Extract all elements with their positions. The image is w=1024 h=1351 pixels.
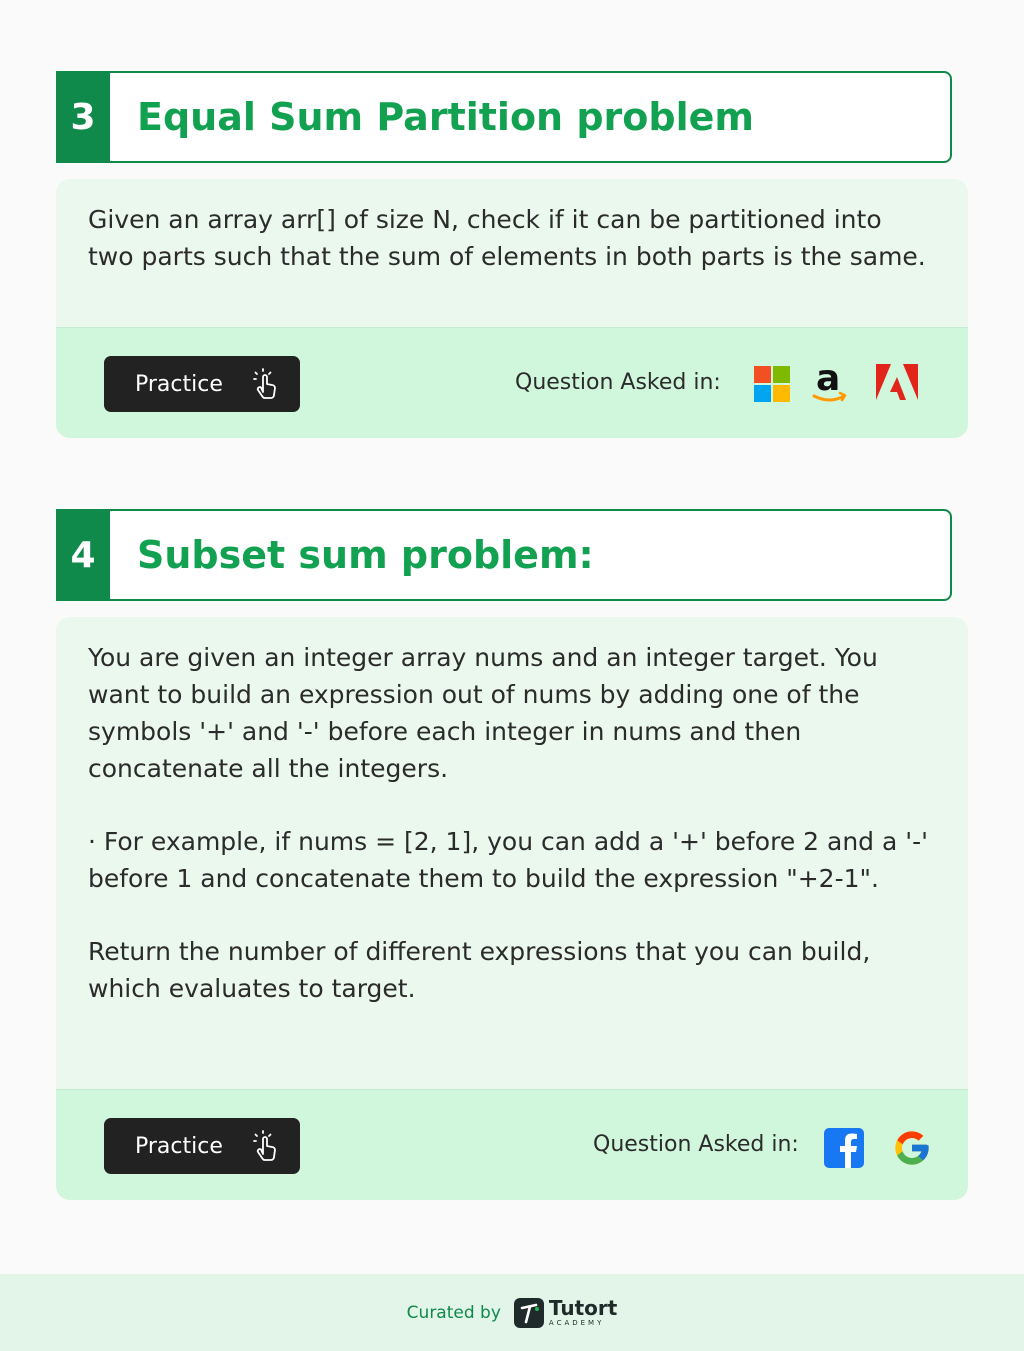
practice-label: Practice xyxy=(135,1133,223,1159)
problem-description xyxy=(56,179,968,275)
facebook-logo xyxy=(824,1128,864,1168)
page-footer xyxy=(0,1274,1024,1351)
practice-label: Practice xyxy=(135,371,223,397)
tutort-logo-icon xyxy=(513,1297,545,1329)
adobe-logo xyxy=(876,364,918,400)
card-footer xyxy=(56,327,968,438)
section-4-header xyxy=(56,509,952,601)
return-paragraph: Return the number of different expressions that you can build, which evaluates to target. xyxy=(88,937,871,1003)
brand-subtitle: ACADEMY xyxy=(548,1319,605,1327)
section-title: Equal Sum Partition problem xyxy=(137,95,754,139)
section-number: 3 xyxy=(56,71,110,163)
section-3-card xyxy=(56,179,968,438)
description-paragraph: You are given an integer array nums and an integer target. You want to build an expression out of nums by adding one of the symbols '+' and '-' before each integer in nums and then concatenate all the integers. xyxy=(88,643,878,783)
practice-button[interactable] xyxy=(104,356,300,412)
card-footer xyxy=(56,1089,968,1200)
description-text: Given an array arr[] of size N, check if it can be partitioned into two parts such that the sum of elements in both parts is the same. xyxy=(88,205,926,271)
section-title: Subset sum problem: xyxy=(137,533,594,577)
google-logo xyxy=(892,1128,932,1168)
curated-by-label: Curated by xyxy=(406,1302,501,1323)
example-paragraph: · For example, if nums = [2, 1], you can add a '+' before 2 and a '-' before 1 and concatenate them to build the expression "+2-1". xyxy=(88,827,929,893)
tap-hand-icon xyxy=(252,1130,280,1162)
section-number: 4 xyxy=(56,509,110,601)
problem-description xyxy=(56,617,968,1007)
brand-name: Tutort xyxy=(548,1296,618,1320)
amazon-logo xyxy=(810,360,850,406)
svg-text:a: a xyxy=(816,360,841,399)
tap-hand-icon xyxy=(252,368,280,400)
practice-button[interactable] xyxy=(104,1118,300,1174)
question-asked-label: Question Asked in: xyxy=(593,1132,799,1157)
microsoft-logo xyxy=(754,366,790,402)
tutort-brand xyxy=(549,1298,617,1327)
question-asked-label: Question Asked in: xyxy=(515,370,721,395)
section-4-card xyxy=(56,617,968,1200)
section-3-header xyxy=(56,71,952,163)
